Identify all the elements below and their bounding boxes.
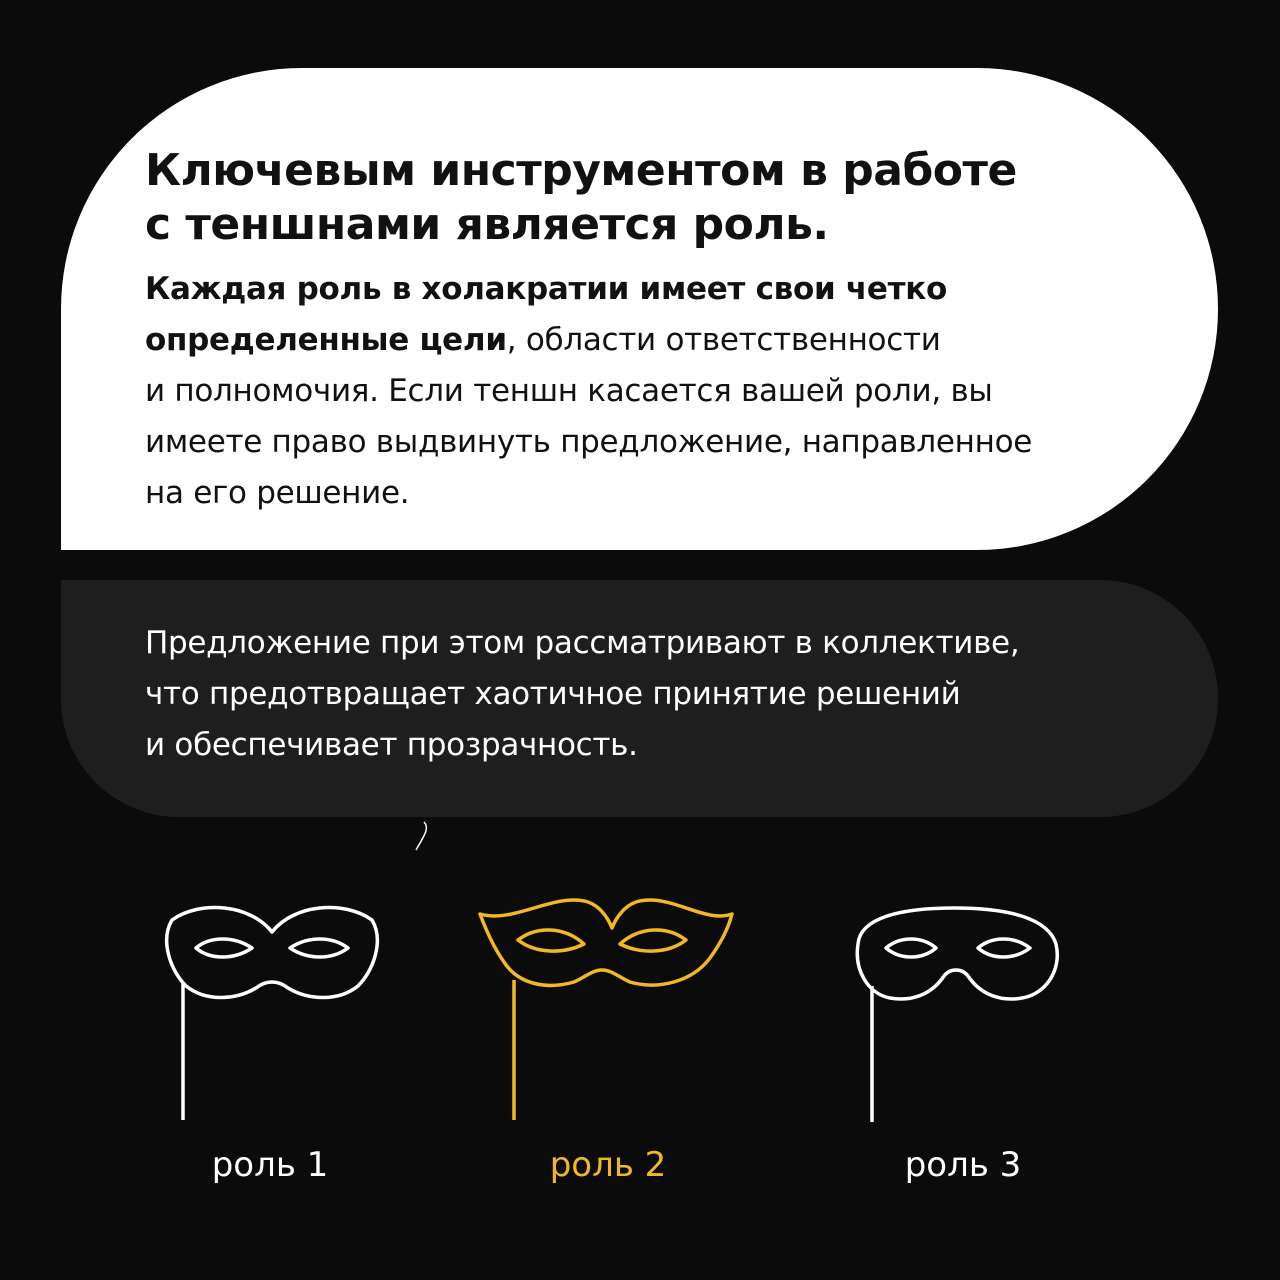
intro-body-line [145,315,1185,366]
intro-title-line: Ключевым инструментом в работе [145,145,1017,196]
intro-body-bold: Каждая роль в холакратии имеет свои четко [145,271,948,307]
role-label-1: роль 1 [211,1145,329,1185]
intro-body-regular: на его решение. [145,475,410,511]
intro-body-line [145,366,1185,417]
mask-icon [474,890,744,1130]
intro-body-regular: и полномочия. Если теншн касается вашей роли, вы [145,373,993,409]
note-line: и обеспечивает прозрачность. [145,727,638,763]
role-label-2: роль 2 [549,1145,667,1185]
intro-body-regular: , области ответственности [506,322,941,358]
intro-title [145,144,1145,252]
intro-body [145,264,1185,519]
note-body [145,618,1185,771]
mask-icon [850,904,1070,1134]
decorative-tick-icon [410,818,434,854]
note-card [61,580,1218,817]
intro-title-line: с теншнами является роль. [145,199,829,250]
intro-body-line [145,468,1185,519]
intro-body-line [145,417,1185,468]
intro-body-line [145,264,1185,315]
intro-card [61,68,1218,550]
intro-body-regular: имеете право выдвинуть предложение, направленное [145,424,1033,460]
role-label-3: роль 3 [904,1145,1022,1185]
note-line: что предотвращает хаотичное принятие решений [145,676,961,712]
note-line: Предложение при этом рассматривают в коллективе, [145,625,1020,661]
intro-body-bold: определенные цели [145,322,507,358]
mask-icon [160,900,390,1130]
